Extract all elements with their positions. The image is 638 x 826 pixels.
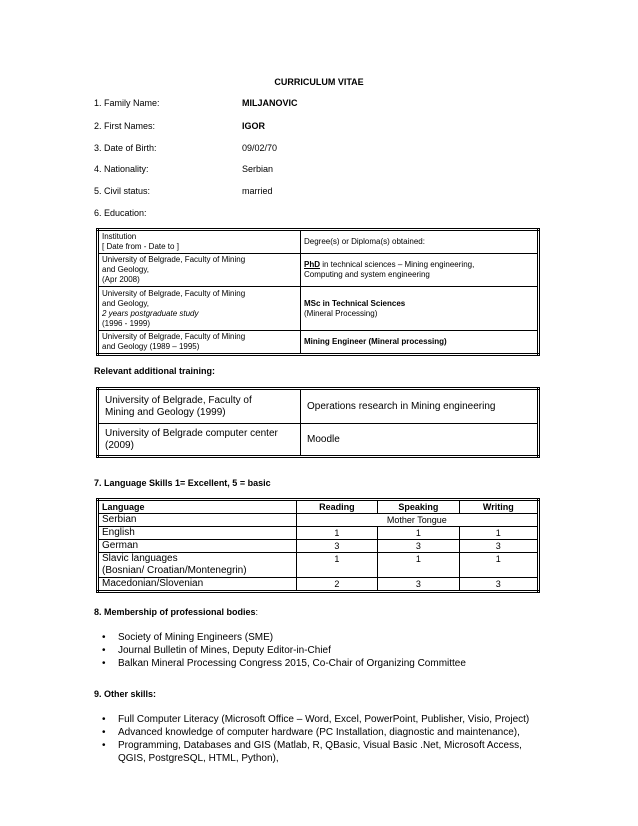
training-row-2 xyxy=(98,424,539,457)
training-heading: Relevant additional training: xyxy=(94,366,216,376)
document-title: CURRICULUM VITAE xyxy=(274,77,364,87)
education-row-phd xyxy=(98,254,539,287)
family-name-value: MILJANOVIC xyxy=(242,98,298,108)
list-item xyxy=(94,726,564,739)
speaking-score: 1 xyxy=(378,553,459,578)
membership-list xyxy=(94,631,554,670)
institution-header-line2: [ Date from - Date to ] xyxy=(102,242,179,251)
eng-institution-line2: and Geology (1989 – 1995) xyxy=(102,342,200,351)
training-institution-2-line1: University of Belgrade computer center xyxy=(105,427,278,439)
bullet-icon: • xyxy=(102,714,106,725)
list-item xyxy=(94,713,564,726)
language-row-serbian xyxy=(98,514,539,527)
phd-degree-text: in technical sciences – Mining engineering, xyxy=(320,260,475,269)
degree-header: Degree(s) or Diploma(s) obtained: xyxy=(301,230,539,254)
education-header-row xyxy=(98,230,539,254)
msc-degree-line1: MSc in Technical Sciences xyxy=(304,298,406,308)
training-row-1 xyxy=(98,389,539,424)
education-row-msc xyxy=(98,287,539,331)
other-skills-list xyxy=(94,713,564,765)
training-institution-1 xyxy=(98,389,301,424)
speaking-col-header: Speaking xyxy=(378,500,459,514)
msc-degree xyxy=(301,287,539,331)
eng-institution-line1: University of Belgrade, Faculty of Mining xyxy=(102,332,246,341)
reading-score: 3 xyxy=(296,540,377,553)
training-course-2: Moodle xyxy=(301,424,539,457)
education-label: 6. Education: xyxy=(94,208,147,218)
slavic-line1: Slavic languages xyxy=(102,553,178,564)
list-item-text: Programming, Databases and GIS (Matlab, R, QBasic, Visual Basic .Net, Microsoft Access, xyxy=(118,740,522,751)
language-name: Serbian xyxy=(98,514,297,527)
institution-header-line1: Institution xyxy=(102,232,137,241)
education-row-eng xyxy=(98,331,539,355)
language-name: Macedonian/Slovenian xyxy=(98,578,297,592)
bullet-icon: • xyxy=(102,645,106,656)
phd-institution-line1: University of Belgrade, Faculty of Mining xyxy=(102,255,246,264)
language-row-slavic xyxy=(98,553,539,578)
eng-degree: Mining Engineer (Mineral processing) xyxy=(301,331,539,355)
civil-status-value: married xyxy=(242,186,273,196)
msc-institution-line4: (1996 - 1999) xyxy=(102,318,151,328)
list-item-text: Full Computer Literacy (Microsoft Office – Word, Excel, PowerPoint, Publisher, Visio, Project) xyxy=(118,714,530,725)
institution-header xyxy=(98,230,301,254)
language-col-header: Language xyxy=(98,500,297,514)
list-item xyxy=(94,739,564,752)
reading-score: 2 xyxy=(296,578,377,592)
list-item-text: Balkan Mineral Processing Congress 2015, Co-Chair of Organizing Committee xyxy=(118,658,466,669)
date-of-birth-label: 3. Date of Birth: xyxy=(94,143,157,153)
reading-col-header: Reading xyxy=(296,500,377,514)
nationality-label: 4. Nationality: xyxy=(94,164,149,174)
msc-institution-line1: University of Belgrade, Faculty of Mining xyxy=(102,288,246,298)
training-course-1: Operations research in Mining engineering xyxy=(301,389,539,424)
phd-degree-abbrev: PhD xyxy=(304,260,320,269)
speaking-score: 1 xyxy=(378,527,459,540)
language-table xyxy=(96,498,540,593)
language-heading: 7. Language Skills 1= Excellent, 5 = basic xyxy=(94,478,271,488)
other-skills-heading: 9. Other skills: xyxy=(94,689,157,699)
family-name-label: 1. Family Name: xyxy=(94,98,160,108)
mother-tongue-note: Mother Tongue xyxy=(296,514,538,527)
list-item-text: QGIS, PostgreSQL, HTML, Python), xyxy=(118,753,279,764)
education-table xyxy=(96,228,540,356)
msc-institution-line2: and Geology, xyxy=(102,298,149,308)
training-institution-1-line1: University of Belgrade, Faculty of xyxy=(105,394,252,406)
date-of-birth-value: 09/02/70 xyxy=(242,143,278,153)
writing-score: 1 xyxy=(459,553,538,578)
bullet-icon: • xyxy=(102,632,106,643)
msc-institution xyxy=(98,287,301,331)
language-name: German xyxy=(98,540,297,553)
bullet-icon: • xyxy=(102,740,106,751)
phd-degree-line1 xyxy=(304,260,534,270)
phd-degree-line2: Computing and system engineering xyxy=(304,270,430,279)
first-names-value: IGOR xyxy=(242,121,266,131)
bullet-icon: • xyxy=(102,658,106,669)
slavic-line2: (Bosnian/ Croatian/Montenegrin) xyxy=(102,565,247,576)
bullet-icon: • xyxy=(102,727,106,738)
civil-status-label: 5. Civil status: xyxy=(94,186,151,196)
list-item-continuation xyxy=(94,752,564,765)
first-names-label: 2. First Names: xyxy=(94,121,156,131)
writing-score: 1 xyxy=(459,527,538,540)
phd-institution xyxy=(98,254,301,287)
list-item xyxy=(94,631,554,644)
training-institution-1-line2: Mining and Geology (1999) xyxy=(105,406,226,418)
speaking-score: 3 xyxy=(378,578,459,592)
membership-heading xyxy=(94,607,258,617)
msc-institution-line3: 2 years postgraduate study xyxy=(102,308,199,318)
msc-degree-line2: (Mineral Processing) xyxy=(304,308,378,318)
list-item xyxy=(94,644,554,657)
list-item-text: Advanced knowledge of computer hardware (PC Installation, diagnostic and maintenance), xyxy=(118,727,520,738)
nationality-value: Serbian xyxy=(242,164,274,174)
language-row-macedonian xyxy=(98,578,539,592)
reading-score: 1 xyxy=(296,553,377,578)
phd-institution-line3: (Apr 2008) xyxy=(102,275,140,284)
speaking-score: 3 xyxy=(378,540,459,553)
training-institution-2 xyxy=(98,424,301,457)
list-item-text: Society of Mining Engineers (SME) xyxy=(118,632,274,643)
membership-heading-colon: : xyxy=(255,607,259,617)
training-institution-2-line2: (2009) xyxy=(105,439,134,451)
list-item-text: Journal Bulletin of Mines, Deputy Editor-in-Chief xyxy=(118,645,331,656)
language-name: English xyxy=(98,527,297,540)
list-item xyxy=(94,657,554,670)
writing-score: 3 xyxy=(459,540,538,553)
language-name xyxy=(98,553,297,578)
phd-institution-line2: and Geology, xyxy=(102,265,149,274)
reading-score: 1 xyxy=(296,527,377,540)
language-row-german xyxy=(98,540,539,553)
writing-col-header: Writing xyxy=(459,500,538,514)
phd-degree xyxy=(301,254,539,287)
eng-institution xyxy=(98,331,301,355)
membership-heading-text: 8. Membership of professional bodies xyxy=(94,607,256,617)
language-header-row xyxy=(98,500,539,514)
training-table xyxy=(96,387,540,458)
language-row-english xyxy=(98,527,539,540)
writing-score: 3 xyxy=(459,578,538,592)
